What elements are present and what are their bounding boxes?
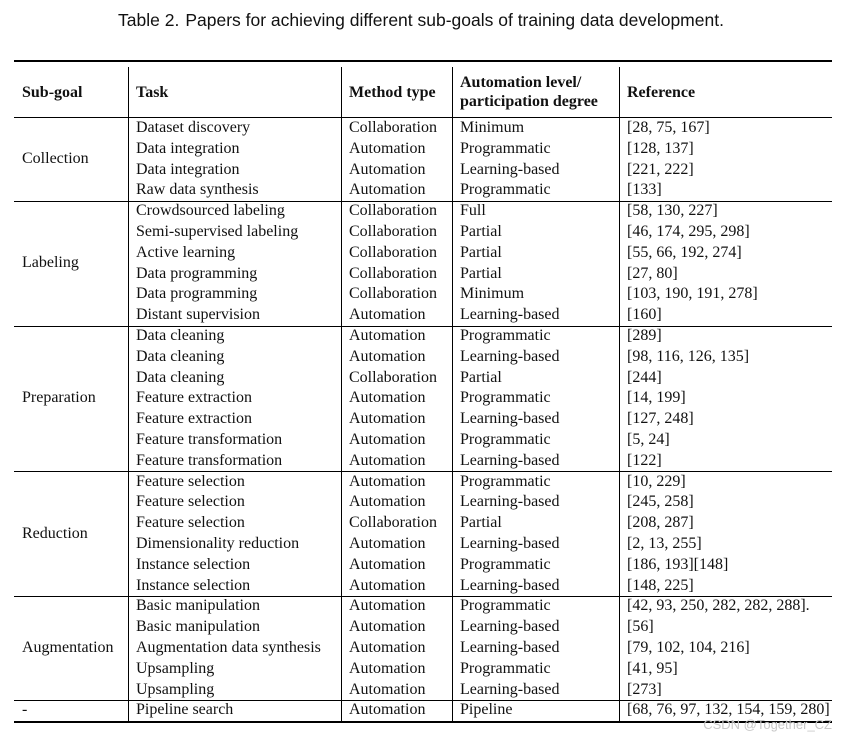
automation-level-cell: Partial [460, 368, 502, 386]
automation-level-cell: Full [460, 202, 486, 220]
automation-level-cell: Programmatic [460, 472, 551, 490]
automation-level-cell: Learning-based [460, 451, 560, 469]
reference-cell: [58, 130, 227] [627, 202, 718, 220]
method-type-cell: Automation [349, 181, 426, 199]
method-type-cell: Automation [349, 493, 426, 511]
header-reference: Reference [627, 83, 696, 101]
automation-level-cell: Learning-based [460, 680, 560, 698]
task-cell: Augmentation data synthesis [136, 639, 321, 656]
header-task: Task [136, 83, 169, 101]
method-type-cell: Automation [349, 576, 426, 594]
table-row [14, 264, 832, 285]
header-subgoal: Sub-goal [22, 83, 83, 101]
column-divider [341, 472, 342, 597]
task-cell: Data cleaning [136, 368, 225, 386]
column-divider [452, 596, 453, 700]
automation-level-cell: Pipeline [460, 701, 513, 719]
table-row [14, 659, 832, 680]
header-method-type: Method type [349, 83, 436, 101]
task-cell: Dataset discovery [136, 119, 251, 136]
task-cell: Data programming [136, 264, 258, 282]
automation-level-cell: Programmatic [460, 139, 551, 157]
method-type-cell: Automation [349, 451, 426, 469]
method-type-cell: Automation [349, 535, 426, 552]
method-type-cell: Collaboration [349, 202, 437, 220]
column-divider [341, 596, 342, 700]
method-type-cell: Automation [349, 472, 426, 490]
task-cell: Crowdsourced labeling [136, 202, 285, 220]
column-divider [452, 67, 453, 117]
column-divider [619, 596, 620, 700]
task-cell: Basic manipulation [136, 618, 260, 636]
column-divider [619, 67, 620, 117]
column-divider [341, 118, 342, 201]
table-row [14, 596, 832, 617]
task-cell: Feature extraction [136, 389, 252, 407]
column-divider [452, 201, 453, 326]
table-row [14, 534, 832, 555]
table-row [14, 638, 832, 659]
method-type-cell: Automation [349, 139, 426, 157]
automation-level-cell: Minimum [460, 285, 525, 303]
reference-cell: [42, 93, 250, 282, 282, 288]. [627, 597, 810, 615]
automation-level-cell: Partial [460, 514, 502, 532]
table-row [14, 492, 832, 513]
table-row [14, 368, 832, 389]
table-row [14, 284, 832, 305]
column-divider [452, 118, 453, 201]
task-cell: Dimensionality reduction [136, 535, 300, 552]
column-divider [128, 700, 129, 721]
caption-text: Papers for achieving different sub-goals of training data development. [185, 10, 724, 30]
method-type-cell: Collaboration [349, 514, 437, 532]
reference-cell: [2, 13, 255] [627, 535, 702, 552]
header-automation-line2: participation degree [460, 93, 598, 110]
task-cell: Instance selection [136, 576, 251, 594]
table-row [14, 305, 832, 326]
table-row [14, 326, 832, 347]
reference-cell: [14, 199] [627, 389, 686, 407]
subgoal-cell: - [22, 701, 28, 719]
reference-cell: [244] [627, 368, 662, 386]
task-cell: Feature transformation [136, 451, 283, 469]
column-divider [452, 326, 453, 472]
task-cell: Upsampling [136, 680, 215, 698]
table-row [14, 347, 832, 368]
task-cell: Data integration [136, 139, 240, 157]
column-divider [619, 472, 620, 597]
method-type-cell: Automation [349, 431, 426, 448]
table-caption [0, 10, 842, 31]
reference-cell: [160] [627, 306, 662, 324]
column-divider [452, 472, 453, 597]
method-type-cell: Automation [349, 555, 426, 573]
automation-level-cell: Programmatic [460, 389, 551, 407]
method-type-cell: Automation [349, 306, 426, 324]
task-cell: Distant supervision [136, 306, 260, 324]
subgoal-cell: Collection [22, 150, 89, 168]
reference-cell: [28, 75, 167] [627, 119, 710, 136]
task-cell: Data programming [136, 285, 258, 303]
column-divider [128, 472, 129, 597]
method-type-cell: Automation [349, 327, 426, 344]
automation-level-cell: Partial [460, 264, 502, 282]
task-cell: Pipeline search [136, 701, 234, 719]
task-cell: Active learning [136, 243, 236, 261]
subgoal-cell: Reduction [22, 524, 88, 542]
table-row [14, 388, 832, 409]
task-cell: Feature selection [136, 493, 245, 511]
automation-level-cell: Learning-based [460, 347, 560, 365]
task-cell: Feature selection [136, 514, 245, 532]
table-row [14, 617, 832, 638]
automation-level-cell: Learning-based [460, 576, 560, 594]
method-type-cell: Automation [349, 680, 426, 698]
table-row [14, 451, 832, 472]
reference-cell: [10, 229] [627, 472, 686, 490]
method-type-cell: Collaboration [349, 119, 437, 136]
header-automation-line1: Automation level/ [460, 74, 582, 91]
task-cell: Upsampling [136, 659, 215, 677]
task-cell: Feature selection [136, 472, 245, 490]
task-cell: Data cleaning [136, 327, 225, 344]
column-divider [619, 118, 620, 201]
automation-level-cell: Programmatic [460, 555, 551, 573]
column-divider [452, 700, 453, 721]
automation-level-cell: Learning-based [460, 493, 560, 511]
table-row [14, 160, 832, 181]
table-row [14, 243, 832, 264]
automation-level-cell: Learning-based [460, 306, 560, 324]
column-divider [619, 326, 620, 472]
table-row [14, 118, 832, 139]
column-divider [128, 118, 129, 201]
reference-cell: [68, 76, 97, 132, 154, 159, 280] [627, 701, 830, 719]
top-rule [14, 60, 832, 62]
method-type-cell: Collaboration [349, 243, 437, 261]
reference-cell: [245, 258] [627, 493, 694, 511]
table-row [14, 555, 832, 576]
automation-level-cell: Learning-based [460, 639, 560, 656]
column-divider [341, 700, 342, 721]
table-row [14, 513, 832, 534]
automation-level-cell: Programmatic [460, 181, 551, 199]
column-divider [128, 326, 129, 472]
automation-level-cell: Programmatic [460, 659, 551, 677]
reference-cell: [221, 222] [627, 160, 694, 178]
task-cell: Data cleaning [136, 347, 225, 365]
reference-cell: [55, 66, 192, 274] [627, 243, 742, 261]
method-type-cell: Automation [349, 347, 426, 365]
subgoal-cell: Augmentation [22, 639, 114, 656]
reference-cell: [5, 24] [627, 431, 670, 448]
column-divider [128, 67, 129, 117]
watermark: CSDN @Together_CZ [703, 717, 832, 732]
automation-level-cell: Partial [460, 223, 502, 240]
reference-cell: [41, 95] [627, 659, 678, 677]
subgoal-cell: Labeling [22, 254, 79, 272]
reference-cell: [148, 225] [627, 576, 694, 594]
table-row [14, 180, 832, 201]
column-divider [341, 326, 342, 472]
column-divider [341, 201, 342, 326]
automation-level-cell: Learning-based [460, 410, 560, 428]
table-row [14, 139, 832, 160]
table-row [14, 680, 832, 701]
method-type-cell: Automation [349, 659, 426, 677]
automation-level-cell: Programmatic [460, 597, 551, 615]
table-row [14, 201, 832, 222]
table-row [14, 409, 832, 430]
task-cell: Semi-supervised labeling [136, 223, 299, 240]
method-type-cell: Automation [349, 160, 426, 178]
task-cell: Basic manipulation [136, 597, 260, 615]
method-type-cell: Collaboration [349, 223, 437, 240]
method-type-cell: Automation [349, 701, 426, 719]
task-cell: Data integration [136, 160, 240, 178]
subgoal-cell: Preparation [22, 389, 96, 407]
method-type-cell: Automation [349, 597, 426, 615]
column-divider [128, 596, 129, 700]
column-divider [341, 67, 342, 117]
automation-level-cell: Learning-based [460, 535, 560, 552]
table-row [14, 576, 832, 597]
reference-cell: [79, 102, 104, 216] [627, 639, 750, 656]
automation-level-cell: Partial [460, 243, 502, 261]
reference-cell: [128, 137] [627, 139, 694, 157]
table-row [14, 472, 832, 493]
column-divider [619, 700, 620, 721]
reference-cell: [133] [627, 181, 662, 199]
reference-cell: [27, 80] [627, 264, 678, 282]
task-cell: Instance selection [136, 555, 251, 573]
automation-level-cell: Programmatic [460, 431, 551, 448]
task-cell: Feature transformation [136, 431, 283, 448]
method-type-cell: Automation [349, 639, 426, 656]
reference-cell: [208, 287] [627, 514, 694, 532]
reference-cell: [273] [627, 680, 662, 698]
column-divider [128, 201, 129, 326]
reference-cell: [56] [627, 618, 654, 636]
reference-cell: [127, 248] [627, 410, 694, 428]
method-type-cell: Automation [349, 618, 426, 636]
method-type-cell: Automation [349, 410, 426, 428]
automation-level-cell: Programmatic [460, 327, 551, 344]
header-automation-level [460, 67, 598, 117]
task-cell: Feature extraction [136, 410, 252, 428]
reference-cell: [46, 174, 295, 298] [627, 223, 750, 240]
reference-cell: [289] [627, 327, 662, 344]
column-divider [619, 201, 620, 326]
automation-level-cell: Minimum [460, 119, 525, 136]
table-row [14, 222, 832, 243]
automation-level-cell: Learning-based [460, 618, 560, 636]
method-type-cell: Collaboration [349, 285, 437, 303]
automation-level-cell: Learning-based [460, 160, 560, 178]
reference-cell: [122] [627, 451, 662, 469]
reference-cell: [186, 193][148] [627, 555, 729, 573]
reference-cell: [98, 116, 126, 135] [627, 347, 750, 365]
method-type-cell: Collaboration [349, 368, 437, 386]
task-cell: Raw data synthesis [136, 181, 259, 199]
method-type-cell: Automation [349, 389, 426, 407]
table-row [14, 430, 832, 451]
method-type-cell: Collaboration [349, 264, 437, 282]
reference-cell: [103, 190, 191, 278] [627, 285, 758, 303]
caption-number: Table 2. [118, 10, 180, 30]
